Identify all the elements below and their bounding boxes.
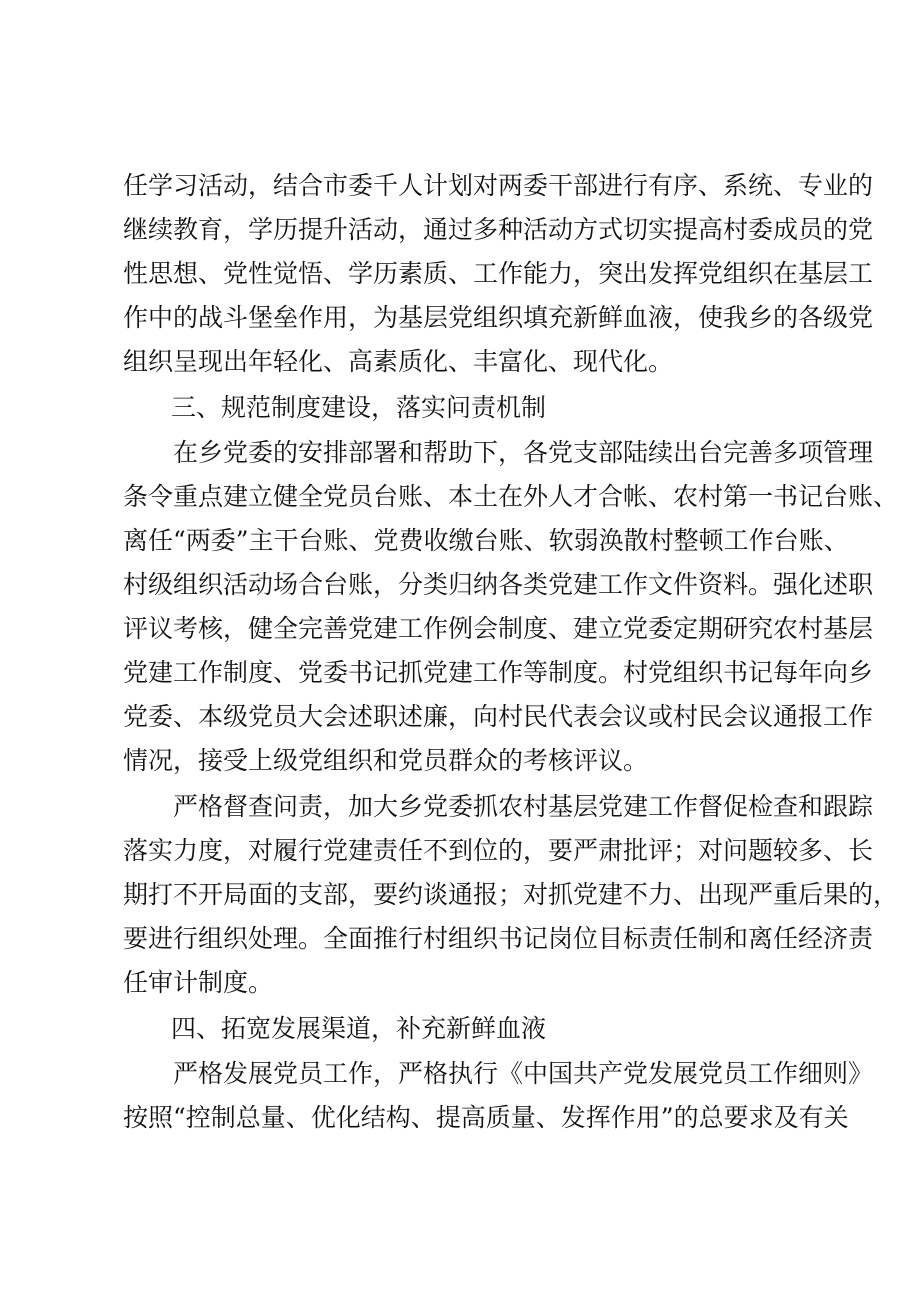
paragraph-line: 任审计制度。 (123, 968, 274, 997)
paragraph-line: 在乡党委的安排部署和帮助下，各党支部陆续出台完善多项管理 (173, 438, 874, 467)
paragraph-line: 作中的战斗堡垒作用，为基层党组织填充新鲜血液，使我乡的各级党 (123, 303, 874, 332)
paragraph-line: 落实力度，对履行党建责任不到位的，要严肃批评；对问题较多、长 (123, 836, 874, 865)
section-heading-4: 四、拓宽发展渠道，补充新鲜血液 (171, 1014, 547, 1043)
section-heading-3: 三、规范制度建设，落实问责机制 (171, 393, 547, 422)
paragraph-line: 按照“控制总量、优化结构、提高质量、发挥作用”的总要求及有关 (123, 1103, 849, 1132)
paragraph-line: 严格发展党员工作，严格执行《中国共产党发展党员工作细则》 (173, 1059, 874, 1088)
paragraph-line: 条令重点建立健全党员台账、本土在外人才合帐、农村第一书记台账、 (123, 482, 899, 511)
paragraph-line: 期打不开局面的支部，要约谈通报；对抓党建不力、出现严重后果的， (123, 880, 899, 909)
paragraph-line: 性思想、党性觉悟、学历素质、工作能力，突出发挥党组织在基层工 (123, 259, 874, 288)
paragraph-line: 任学习活动，结合市委千人计划对两委干部进行有序、系统、专业的 (123, 171, 874, 200)
paragraph-line: 党建工作制度、党委书记抓党建工作等制度。村党组织书记每年向乡 (123, 658, 874, 687)
paragraph-line: 要进行组织处理。全面推行村组织书记岗位目标责任制和离任经济责 (123, 924, 874, 953)
paragraph-line: 离任“两委”主干台账、党费收缴台账、软弱涣散村整顿工作台账、 (123, 526, 849, 555)
paragraph-line: 评议考核，健全完善党建工作例会制度、建立党委定期研究农村基层 (123, 614, 874, 643)
paragraph-line: 组织呈现出年轻化、高素质化、丰富化、现代化。 (123, 347, 674, 376)
paragraph-line: 村级组织活动场合台账，分类归纳各类党建工作文件资料。强化述职 (123, 570, 874, 599)
paragraph-line: 党委、本级党员大会述职述廉，向村民代表会议或村民会议通报工作 (123, 702, 874, 731)
paragraph-line: 严格督查问责，加大乡党委抓农村基层党建工作督促检查和跟踪 (173, 792, 874, 821)
paragraph-line: 情况，接受上级党组织和党员群众的考核评议。 (123, 746, 649, 775)
paragraph-line: 继续教育，学历提升活动，通过多种活动方式切实提高村委成员的党 (123, 215, 874, 244)
